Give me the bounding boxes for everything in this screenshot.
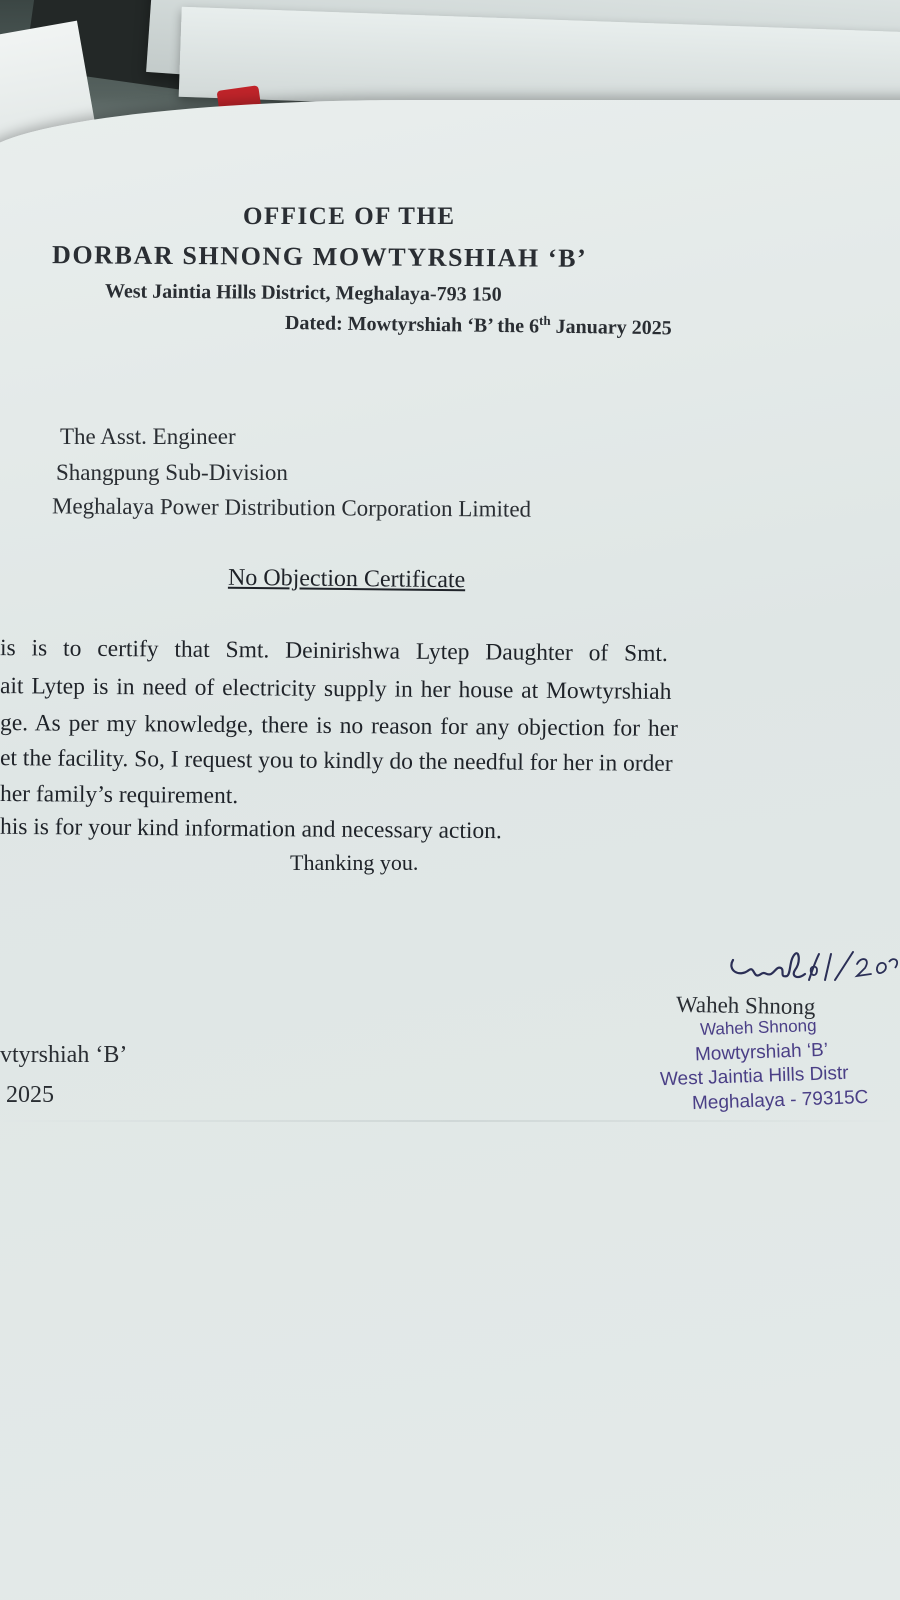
closing-text: Thanking you.: [290, 850, 419, 875]
body-line: ge. As per my knowledge, there is no reason for any objection for her: [0, 710, 679, 742]
addressee-organization: Meghalaya Power Distribution Corporation Limited: [51, 493, 532, 522]
letterhead-office: OFFICE OF THE: [243, 203, 456, 230]
letter-subject: No Objection Certificate: [227, 564, 466, 594]
stamp-line: West Jaintia Hills Distr: [659, 1062, 849, 1091]
footer-year: 2025: [6, 1082, 54, 1108]
letter-date: [285, 309, 672, 340]
body-line: her family’s requirement.: [0, 780, 239, 810]
stamp-line: Mowtyrshiah ‘B’: [694, 1039, 829, 1066]
stamp-line: Waheh Shnong: [699, 1015, 817, 1040]
date-suffix-ordinal: th: [539, 312, 551, 329]
handwritten-signature: [725, 940, 900, 1000]
stamp-line: Meghalaya - 79315C: [691, 1086, 869, 1115]
signatory-title: Waheh Shnong: [675, 991, 816, 1020]
footer-place: vtyrshiah ‘B’: [0, 1042, 128, 1068]
body-line: ait Lytep is in need of electricity supply in her house at Mowtyrshiah: [0, 673, 672, 705]
addressee-division: Shangpung Sub-Division: [56, 460, 288, 485]
body-line: et the facility. So, I request you to kindly do the needful for her in order: [0, 745, 673, 777]
date-prefix: Dated: Mowtyrshiah ‘B’ the 6: [284, 311, 540, 338]
body-line: his is for your kind information and necessary action.: [0, 813, 502, 845]
date-suffix: January 2025: [550, 315, 672, 340]
addressee-title: The Asst. Engineer: [60, 424, 236, 449]
letterhead-name: DORBAR SHNONG MOWTYRSHIAH ‘B’: [51, 240, 588, 273]
paper-crease: [0, 1120, 900, 1122]
letterhead-address: West Jaintia Hills District, Meghalaya-793 150: [104, 280, 502, 306]
body-line: is is to certify that Smt. Deinirishwa Lytep Daughter of Smt.: [0, 635, 668, 667]
